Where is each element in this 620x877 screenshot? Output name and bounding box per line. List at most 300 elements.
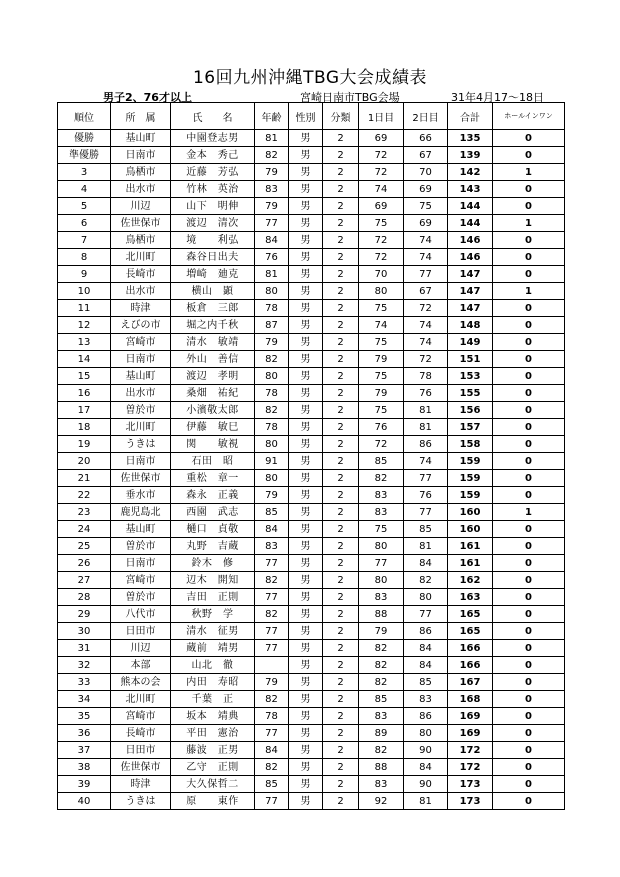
cell-day2: 69 <box>404 215 448 232</box>
cell-age: 77 <box>255 589 289 606</box>
cell-total: 158 <box>448 436 493 453</box>
table-row <box>58 640 565 657</box>
cell-division: 2 <box>323 555 359 572</box>
cell-day2: 69 <box>404 181 448 198</box>
cell-name: 横山 顕 <box>171 283 255 300</box>
cell-day1: 83 <box>359 504 404 521</box>
cell-sex: 男 <box>289 521 323 538</box>
cell-day2: 77 <box>404 504 448 521</box>
cell-day1: 80 <box>359 572 404 589</box>
cell-rank: 20 <box>58 453 111 470</box>
cell-day2: 74 <box>404 232 448 249</box>
cell-age: 77 <box>255 215 289 232</box>
table-row <box>58 402 565 419</box>
cell-day1: 88 <box>359 606 404 623</box>
cell-sex: 男 <box>289 657 323 674</box>
cell-org: 宮崎市 <box>111 334 171 351</box>
cell-total: 166 <box>448 640 493 657</box>
cell-day2: 90 <box>404 742 448 759</box>
cell-day1: 74 <box>359 181 404 198</box>
cell-division: 2 <box>323 538 359 555</box>
cell-total: 160 <box>448 504 493 521</box>
cell-hole-in-one: 0 <box>493 385 565 402</box>
cell-age: 80 <box>255 436 289 453</box>
cell-age: 82 <box>255 402 289 419</box>
cell-rank: 25 <box>58 538 111 555</box>
header-name: 氏 名 <box>171 103 255 130</box>
cell-sex: 男 <box>289 708 323 725</box>
cell-hole-in-one: 0 <box>493 725 565 742</box>
cell-org: 日田市 <box>111 742 171 759</box>
cell-total: 173 <box>448 793 493 810</box>
cell-hole-in-one: 0 <box>493 317 565 334</box>
cell-name: 蔵前 靖男 <box>171 640 255 657</box>
table-row <box>58 606 565 623</box>
cell-division: 2 <box>323 640 359 657</box>
cell-total: 162 <box>448 572 493 589</box>
header-division: 分類 <box>323 103 359 130</box>
cell-name: 内田 寿昭 <box>171 674 255 691</box>
cell-day2: 85 <box>404 674 448 691</box>
cell-total: 163 <box>448 589 493 606</box>
cell-rank: 28 <box>58 589 111 606</box>
cell-sex: 男 <box>289 487 323 504</box>
cell-division: 2 <box>323 334 359 351</box>
cell-day1: 82 <box>359 657 404 674</box>
cell-day1: 69 <box>359 198 404 215</box>
cell-total: 153 <box>448 368 493 385</box>
cell-rank: 34 <box>58 691 111 708</box>
cell-hole-in-one: 0 <box>493 334 565 351</box>
cell-org: 曽於市 <box>111 538 171 555</box>
cell-age: 78 <box>255 300 289 317</box>
table-row <box>58 470 565 487</box>
cell-division: 2 <box>323 266 359 283</box>
cell-day1: 75 <box>359 402 404 419</box>
cell-sex: 男 <box>289 453 323 470</box>
cell-sex: 男 <box>289 164 323 181</box>
cell-rank: 33 <box>58 674 111 691</box>
cell-age: 78 <box>255 708 289 725</box>
cell-day1: 83 <box>359 589 404 606</box>
cell-day1: 82 <box>359 640 404 657</box>
cell-rank: 24 <box>58 521 111 538</box>
cell-name: 渡辺 清次 <box>171 215 255 232</box>
cell-day2: 81 <box>404 793 448 810</box>
cell-total: 165 <box>448 606 493 623</box>
cell-hole-in-one: 0 <box>493 249 565 266</box>
cell-day1: 89 <box>359 725 404 742</box>
cell-day1: 72 <box>359 249 404 266</box>
cell-total: 156 <box>448 402 493 419</box>
cell-day1: 69 <box>359 130 404 147</box>
cell-day2: 77 <box>404 266 448 283</box>
cell-sex: 男 <box>289 674 323 691</box>
cell-division: 2 <box>323 300 359 317</box>
cell-sex: 男 <box>289 623 323 640</box>
cell-day1: 75 <box>359 300 404 317</box>
cell-division: 2 <box>323 504 359 521</box>
cell-org: 曽於市 <box>111 589 171 606</box>
cell-day2: 74 <box>404 453 448 470</box>
table-row <box>58 334 565 351</box>
cell-name: 石田 昭 <box>171 453 255 470</box>
cell-day1: 72 <box>359 232 404 249</box>
cell-sex: 男 <box>289 300 323 317</box>
cell-sex: 男 <box>289 572 323 589</box>
table-row <box>58 623 565 640</box>
cell-org: 宮崎市 <box>111 572 171 589</box>
cell-rank: 39 <box>58 776 111 793</box>
cell-day1: 83 <box>359 708 404 725</box>
cell-rank: 15 <box>58 368 111 385</box>
cell-day1: 75 <box>359 215 404 232</box>
cell-name: 中園登志男 <box>171 130 255 147</box>
cell-sex: 男 <box>289 742 323 759</box>
cell-hole-in-one: 0 <box>493 691 565 708</box>
cell-age: 77 <box>255 555 289 572</box>
cell-rank: 5 <box>58 198 111 215</box>
cell-day2: 74 <box>404 249 448 266</box>
cell-day1: 72 <box>359 147 404 164</box>
cell-age: 79 <box>255 164 289 181</box>
cell-division: 2 <box>323 776 359 793</box>
cell-org: 北川町 <box>111 419 171 436</box>
cell-age: 82 <box>255 572 289 589</box>
cell-rank: 30 <box>58 623 111 640</box>
cell-day2: 86 <box>404 623 448 640</box>
cell-sex: 男 <box>289 759 323 776</box>
cell-sex: 男 <box>289 351 323 368</box>
cell-day1: 83 <box>359 776 404 793</box>
cell-hole-in-one: 0 <box>493 470 565 487</box>
cell-name: 境 利弘 <box>171 232 255 249</box>
cell-day2: 78 <box>404 368 448 385</box>
cell-day2: 86 <box>404 436 448 453</box>
cell-division: 2 <box>323 725 359 742</box>
cell-name: 山北 徹 <box>171 657 255 674</box>
cell-sex: 男 <box>289 317 323 334</box>
cell-sex: 男 <box>289 368 323 385</box>
cell-age: 80 <box>255 368 289 385</box>
cell-org: 出水市 <box>111 181 171 198</box>
cell-day1: 75 <box>359 368 404 385</box>
cell-org: 熊本の会 <box>111 674 171 691</box>
cell-rank: 38 <box>58 759 111 776</box>
header-hole-in-one: ホールインワン <box>493 103 565 130</box>
table-row <box>58 589 565 606</box>
cell-division: 2 <box>323 589 359 606</box>
cell-sex: 男 <box>289 266 323 283</box>
cell-sex: 男 <box>289 793 323 810</box>
cell-division: 2 <box>323 691 359 708</box>
cell-hole-in-one: 0 <box>493 198 565 215</box>
cell-sex: 男 <box>289 130 323 147</box>
table-row <box>58 504 565 521</box>
cell-division: 2 <box>323 606 359 623</box>
cell-name: 近藤 芳弘 <box>171 164 255 181</box>
cell-total: 159 <box>448 453 493 470</box>
cell-day2: 86 <box>404 708 448 725</box>
cell-division: 2 <box>323 572 359 589</box>
cell-rank: 8 <box>58 249 111 266</box>
table-row <box>58 793 565 810</box>
cell-division: 2 <box>323 181 359 198</box>
table-row <box>58 657 565 674</box>
cell-day2: 75 <box>404 198 448 215</box>
cell-sex: 男 <box>289 419 323 436</box>
table-row <box>58 572 565 589</box>
cell-age: 79 <box>255 487 289 504</box>
cell-age: 91 <box>255 453 289 470</box>
cell-hole-in-one: 0 <box>493 351 565 368</box>
cell-age: 82 <box>255 759 289 776</box>
cell-org: 日南市 <box>111 351 171 368</box>
cell-hole-in-one: 0 <box>493 402 565 419</box>
table-row <box>58 487 565 504</box>
cell-name: 原 東作 <box>171 793 255 810</box>
cell-rank: 準優勝 <box>58 147 111 164</box>
table-row <box>58 351 565 368</box>
cell-age: 80 <box>255 470 289 487</box>
cell-name: 桑畑 祐紀 <box>171 385 255 402</box>
cell-org: 基山町 <box>111 130 171 147</box>
cell-division: 2 <box>323 419 359 436</box>
cell-sex: 男 <box>289 334 323 351</box>
cell-age: 77 <box>255 793 289 810</box>
cell-day2: 77 <box>404 470 448 487</box>
header-age: 年齢 <box>255 103 289 130</box>
cell-rank: 21 <box>58 470 111 487</box>
cell-day1: 76 <box>359 419 404 436</box>
cell-division: 2 <box>323 453 359 470</box>
cell-name: 吉田 正則 <box>171 589 255 606</box>
cell-day2: 74 <box>404 317 448 334</box>
cell-day2: 76 <box>404 487 448 504</box>
cell-org: 佐世保市 <box>111 470 171 487</box>
cell-day1: 79 <box>359 351 404 368</box>
cell-day2: 80 <box>404 725 448 742</box>
cell-day2: 67 <box>404 147 448 164</box>
cell-total: 167 <box>448 674 493 691</box>
cell-day2: 76 <box>404 385 448 402</box>
table-row <box>58 742 565 759</box>
cell-hole-in-one: 0 <box>493 538 565 555</box>
cell-age: 87 <box>255 317 289 334</box>
cell-rank: 10 <box>58 283 111 300</box>
cell-total: 139 <box>448 147 493 164</box>
cell-hole-in-one: 1 <box>493 283 565 300</box>
table-row <box>58 215 565 232</box>
cell-day1: 75 <box>359 521 404 538</box>
cell-total: 142 <box>448 164 493 181</box>
cell-org: 佐世保市 <box>111 215 171 232</box>
table-row <box>58 147 565 164</box>
cell-day1: 88 <box>359 759 404 776</box>
cell-age: 77 <box>255 623 289 640</box>
cell-day1: 92 <box>359 793 404 810</box>
cell-age: 84 <box>255 232 289 249</box>
cell-name: 増崎 廸克 <box>171 266 255 283</box>
header-total: 合計 <box>448 103 493 130</box>
cell-day1: 83 <box>359 487 404 504</box>
cell-age: 82 <box>255 691 289 708</box>
table-row <box>58 691 565 708</box>
cell-rank: 18 <box>58 419 111 436</box>
cell-age: 76 <box>255 249 289 266</box>
cell-rank: 7 <box>58 232 111 249</box>
cell-rank: 14 <box>58 351 111 368</box>
header-day2: 2日目 <box>404 103 448 130</box>
cell-rank: 3 <box>58 164 111 181</box>
cell-division: 2 <box>323 164 359 181</box>
cell-rank: 35 <box>58 708 111 725</box>
cell-name: 板倉 三郎 <box>171 300 255 317</box>
cell-hole-in-one: 0 <box>493 266 565 283</box>
cell-rank: 37 <box>58 742 111 759</box>
cell-sex: 男 <box>289 215 323 232</box>
cell-total: 169 <box>448 708 493 725</box>
cell-total: 144 <box>448 215 493 232</box>
cell-sex: 男 <box>289 436 323 453</box>
document-title: 16回九州沖縄TBG大会成績表 <box>192 68 428 88</box>
cell-day1: 77 <box>359 555 404 572</box>
cell-division: 2 <box>323 130 359 147</box>
cell-total: 173 <box>448 776 493 793</box>
table-row <box>58 725 565 742</box>
cell-division: 2 <box>323 759 359 776</box>
cell-org: 長崎市 <box>111 266 171 283</box>
cell-day1: 82 <box>359 470 404 487</box>
cell-total: 151 <box>448 351 493 368</box>
cell-org: 鹿児島北 <box>111 504 171 521</box>
cell-division: 2 <box>323 793 359 810</box>
header-day1: 1日目 <box>359 103 404 130</box>
cell-org: 時津 <box>111 300 171 317</box>
cell-org: 日南市 <box>111 147 171 164</box>
cell-name: 清水 征男 <box>171 623 255 640</box>
cell-name: 関 敏視 <box>171 436 255 453</box>
venue-label: 宮崎日南市TBG会場 <box>300 91 400 104</box>
cell-age: 82 <box>255 606 289 623</box>
cell-age: 77 <box>255 640 289 657</box>
cell-hole-in-one: 0 <box>493 742 565 759</box>
cell-rank: 22 <box>58 487 111 504</box>
cell-hole-in-one: 0 <box>493 130 565 147</box>
cell-total: 172 <box>448 759 493 776</box>
cell-hole-in-one: 0 <box>493 657 565 674</box>
table-row <box>58 759 565 776</box>
cell-division: 2 <box>323 283 359 300</box>
cell-age: 84 <box>255 742 289 759</box>
cell-hole-in-one: 0 <box>493 147 565 164</box>
cell-rank: 16 <box>58 385 111 402</box>
cell-sex: 男 <box>289 606 323 623</box>
table-row <box>58 419 565 436</box>
cell-rank: 優勝 <box>58 130 111 147</box>
cell-name: 金本 秀己 <box>171 147 255 164</box>
cell-sex: 男 <box>289 555 323 572</box>
cell-division: 2 <box>323 147 359 164</box>
cell-hole-in-one: 0 <box>493 776 565 793</box>
cell-sex: 男 <box>289 283 323 300</box>
cell-total: 159 <box>448 487 493 504</box>
cell-hole-in-one: 0 <box>493 181 565 198</box>
cell-day2: 84 <box>404 657 448 674</box>
cell-name: 外山 善信 <box>171 351 255 368</box>
cell-rank: 6 <box>58 215 111 232</box>
cell-division: 2 <box>323 402 359 419</box>
header-rank: 順位 <box>58 103 111 130</box>
cell-sex: 男 <box>289 232 323 249</box>
cell-name: 藤波 正男 <box>171 742 255 759</box>
cell-rank: 4 <box>58 181 111 198</box>
cell-division: 2 <box>323 742 359 759</box>
cell-day2: 83 <box>404 691 448 708</box>
cell-total: 143 <box>448 181 493 198</box>
cell-division: 2 <box>323 487 359 504</box>
cell-rank: 29 <box>58 606 111 623</box>
cell-org: 北川町 <box>111 691 171 708</box>
cell-org: 八代市 <box>111 606 171 623</box>
cell-total: 149 <box>448 334 493 351</box>
results-body <box>58 130 565 810</box>
table-row <box>58 249 565 266</box>
cell-day2: 67 <box>404 283 448 300</box>
cell-org: 北川町 <box>111 249 171 266</box>
cell-total: 168 <box>448 691 493 708</box>
cell-hole-in-one: 0 <box>493 708 565 725</box>
cell-hole-in-one: 1 <box>493 504 565 521</box>
table-row <box>58 266 565 283</box>
cell-hole-in-one: 0 <box>493 640 565 657</box>
cell-rank: 13 <box>58 334 111 351</box>
cell-org: 出水市 <box>111 283 171 300</box>
cell-age: 81 <box>255 130 289 147</box>
cell-name: 重松 章一 <box>171 470 255 487</box>
cell-division: 2 <box>323 385 359 402</box>
cell-name: 小濱敬太郎 <box>171 402 255 419</box>
cell-name: 鈴木 修 <box>171 555 255 572</box>
cell-org: 基山町 <box>111 521 171 538</box>
cell-org: 長崎市 <box>111 725 171 742</box>
cell-total: 169 <box>448 725 493 742</box>
cell-org: 時津 <box>111 776 171 793</box>
cell-day1: 79 <box>359 623 404 640</box>
cell-total: 146 <box>448 232 493 249</box>
table-row <box>58 436 565 453</box>
cell-sex: 男 <box>289 776 323 793</box>
table-row <box>58 283 565 300</box>
category-label: 男子2、76才以上 <box>103 91 192 104</box>
cell-division: 2 <box>323 198 359 215</box>
cell-hole-in-one: 1 <box>493 215 565 232</box>
cell-day1: 70 <box>359 266 404 283</box>
table-row <box>58 164 565 181</box>
cell-total: 165 <box>448 623 493 640</box>
cell-total: 157 <box>448 419 493 436</box>
results-table <box>57 102 565 810</box>
cell-day1: 72 <box>359 164 404 181</box>
cell-org: 日南市 <box>111 555 171 572</box>
cell-hole-in-one: 1 <box>493 164 565 181</box>
cell-rank: 17 <box>58 402 111 419</box>
cell-total: 172 <box>448 742 493 759</box>
cell-name: 渡辺 孝明 <box>171 368 255 385</box>
cell-hole-in-one: 0 <box>493 419 565 436</box>
cell-total: 160 <box>448 521 493 538</box>
table-row <box>58 198 565 215</box>
